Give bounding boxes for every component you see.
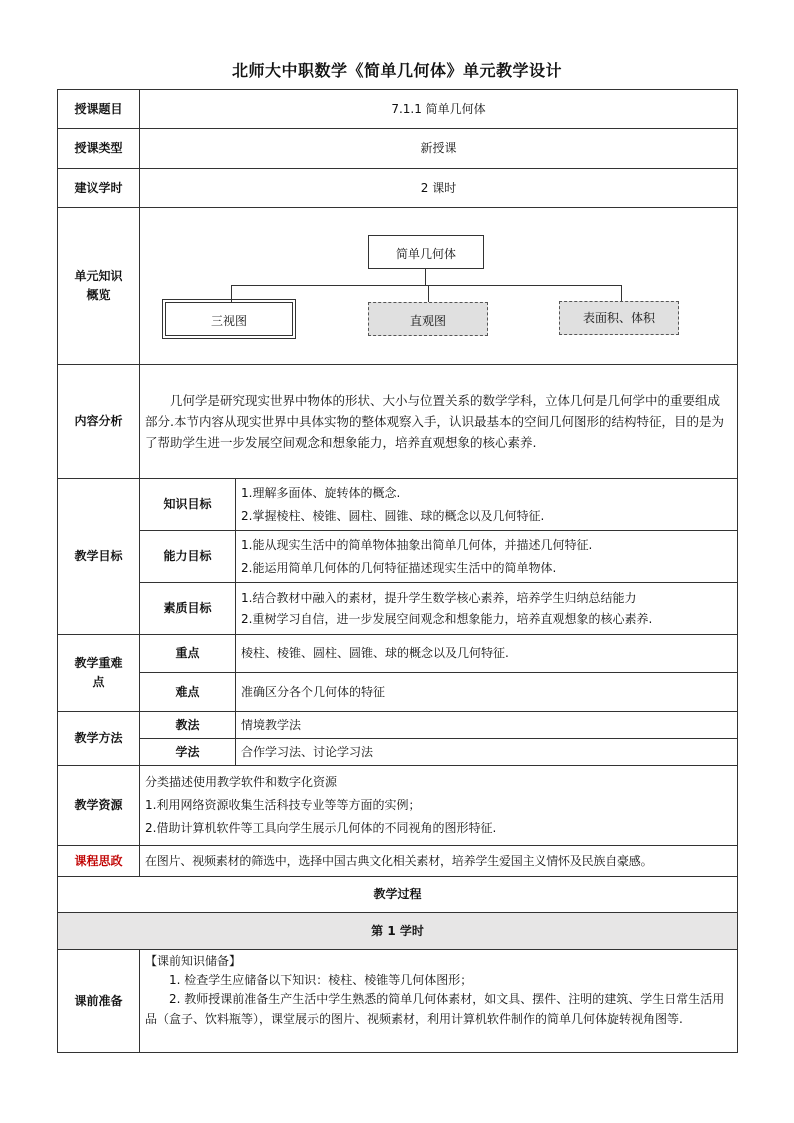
ability-item-1: 1.能从现实生活中的简单物体抽象出简单几何体，并描述几何特征. xyxy=(241,537,593,552)
process-heading: 教学过程 xyxy=(58,877,738,913)
learning-method-value: 合作学习法、讨论学习法 xyxy=(236,739,738,766)
overview-label xyxy=(58,208,140,365)
row-resources xyxy=(58,766,738,846)
row-objective-quality xyxy=(58,583,738,635)
topic-value: 7.1.1 简单几何体 xyxy=(140,90,738,129)
prep-item-2: 2. 教师授课前准备生产生活中学生熟悉的简单几何体素材，如文具、摆件、注明的建筑、学生日常生活用品（盒子、饮料瓶等），课堂展示的图片、视频素材，利用计算机软件制作的简单几何体旋转视角图等. xyxy=(145,992,725,1026)
diagram-child-intuitive-view: 直观图 xyxy=(368,302,488,336)
prep-label: 课前准备 xyxy=(58,950,140,1053)
row-topic xyxy=(58,90,738,129)
resources-line-1: 分类描述使用教学软件和数字化资源 xyxy=(145,775,338,790)
ability-item-2: 2.能运用简单几何体的几何特征描述现实生活中的简单物体. xyxy=(241,560,557,575)
teaching-method-value: 情境教学法 xyxy=(236,712,738,739)
overview-label-line1: 单元知识 xyxy=(74,269,123,284)
difficulty-label: 难点 xyxy=(140,673,236,712)
resources-line-3: 2.借助计算机软件等工具向学生展示几何体的不同视角的图形特征. xyxy=(145,820,497,835)
overview-diagram xyxy=(140,209,737,364)
row-focus xyxy=(58,635,738,673)
quality-label: 素质目标 xyxy=(140,583,236,635)
analysis-text: 几何学是研究现实世界中物体的形状、大小与位置关系的数学学科，立体几何是几何学中的重要组成部分.本节内容从现实世界中具体实物的整体观察入手，认识最基本的空间几何图形的结构特征，目的是为了帮助学生进一步发展空间观念和想象能力，培养直观想象的核心素养. xyxy=(140,365,738,479)
document-title: 北师大中职数学《简单几何体》单元教学设计 xyxy=(231,61,562,80)
quality-items xyxy=(236,583,738,635)
knowledge-items xyxy=(236,479,738,531)
row-objective-knowledge xyxy=(58,479,738,531)
hours-label: 建议学时 xyxy=(58,169,140,208)
diagram-root-box: 简单几何体 xyxy=(368,235,484,269)
prep-heading: 【课前知识储备】 xyxy=(145,954,242,968)
key-points-label-line1: 教学重难 xyxy=(74,656,123,671)
row-teaching-method xyxy=(58,712,738,739)
prep-content xyxy=(140,950,738,1053)
methods-label: 教学方法 xyxy=(58,712,140,766)
knowledge-item-2: 2.掌握棱柱、棱锥、圆柱、圆锥、球的概念以及几何特征. xyxy=(241,508,545,523)
resources-label: 教学资源 xyxy=(58,766,140,846)
diagram-connector-left xyxy=(231,285,232,302)
row-difficulty xyxy=(58,673,738,712)
focus-value: 棱柱、棱锥、圆柱、圆锥、球的概念以及几何特征. xyxy=(236,635,738,673)
diagram-connector-horizontal xyxy=(231,285,621,286)
lesson1-heading: 第 1 学时 xyxy=(58,913,738,950)
quality-item-1: 1.结合教材中融入的素材，提升学生数学核心素养，培养学生归纳总结能力 xyxy=(241,590,637,605)
knowledge-item-1: 1.理解多面体、旋转体的概念. xyxy=(241,485,401,500)
diagram-connector-right xyxy=(621,285,622,301)
ideology-value: 在图片、视频素材的筛选中，选择中国古典文化相关素材，培养学生爱国主义情怀及民族自豪感。 xyxy=(140,846,738,877)
row-objective-ability xyxy=(58,531,738,583)
key-points-label-line2: 点 xyxy=(92,675,105,689)
row-hours xyxy=(58,169,738,208)
diagram-child-three-views: 三视图 xyxy=(165,302,293,336)
knowledge-label: 知识目标 xyxy=(140,479,236,531)
resources-line-2: 1.利用网络资源收集生活科技专业等等方面的实例； xyxy=(145,798,421,813)
ability-label: 能力目标 xyxy=(140,531,236,583)
prep-item-1: 1. 检查学生应储备以下知识：棱柱、棱锥等几何体图形； xyxy=(169,973,473,988)
ability-items xyxy=(236,531,738,583)
resources-lines xyxy=(140,766,738,846)
analysis-label: 内容分析 xyxy=(58,365,140,479)
lesson-type-value: 新授课 xyxy=(140,129,738,169)
row-ideology xyxy=(58,846,738,877)
teaching-method-label: 教法 xyxy=(140,712,236,739)
focus-label: 重点 xyxy=(140,635,236,673)
row-prep xyxy=(58,950,738,1053)
row-analysis xyxy=(58,365,738,479)
topic-label: 授课题目 xyxy=(58,90,140,129)
row-learning-method xyxy=(58,739,738,766)
diagram-connector-vertical xyxy=(425,269,426,285)
lesson-design-table xyxy=(57,89,738,1053)
learning-method-label: 学法 xyxy=(140,739,236,766)
overview-label-line2: 概览 xyxy=(86,288,111,302)
overview-diagram-cell xyxy=(140,208,738,365)
row-process xyxy=(58,877,738,913)
diagram-connector-middle xyxy=(428,285,429,302)
objectives-label: 教学目标 xyxy=(58,479,140,635)
diagram-child-area-volume: 表面积、体积 xyxy=(559,301,679,335)
row-overview xyxy=(58,208,738,365)
difficulty-value: 准确区分各个几何体的特征 xyxy=(236,673,738,712)
row-lesson1 xyxy=(58,913,738,950)
key-points-label xyxy=(58,635,140,712)
row-lesson-type xyxy=(58,129,738,169)
hours-value: 2 课时 xyxy=(140,169,738,208)
quality-item-2: 2.重树学习自信，进一步发展空间观念和想象能力，培养直观想象的核心素养. xyxy=(241,611,653,626)
lesson-type-label: 授课类型 xyxy=(58,129,140,169)
ideology-label: 课程思政 xyxy=(58,846,140,877)
